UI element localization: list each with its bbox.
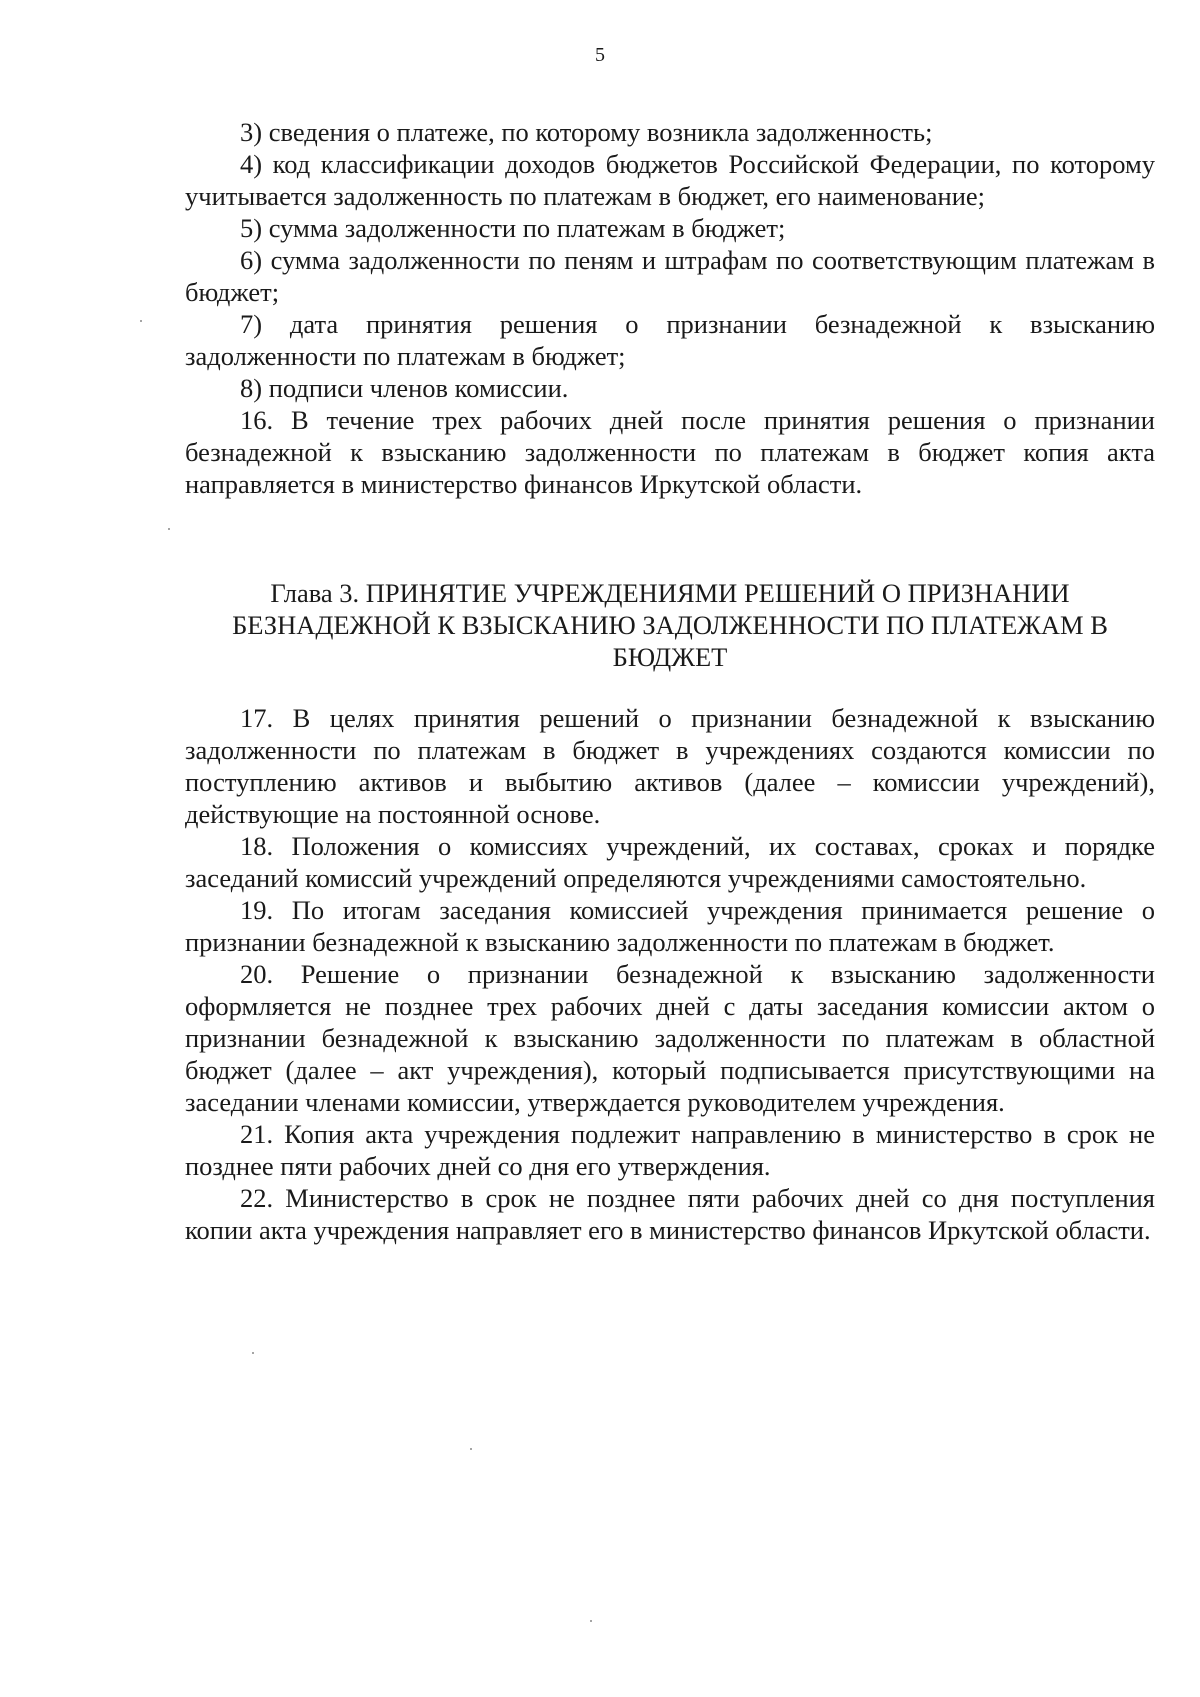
scan-speck bbox=[140, 320, 142, 322]
list-section-top bbox=[185, 116, 1155, 500]
paragraph-item-6: 6) сумма задолженности по пеням и штрафам по соответствующим платежам в бюджет; bbox=[185, 245, 1155, 307]
paragraph-19: 19. По итогам заседания комиссией учреждения принимается решение о признании безнадежной к взысканию задолженности по платежам в бюджет. bbox=[185, 895, 1155, 957]
paragraph-20: 20. Решение о признании безнадежной к взысканию задолженности оформляется не позднее трех рабочих дней с даты заседания комиссии актом о признании безнадежной к взысканию задолженности по платежам в областной бюджет (далее – акт учреждения), который подписывается присутствующими на заседании членами комиссии, утверждается руководителем учреждения. bbox=[185, 959, 1155, 1117]
scan-speck bbox=[168, 528, 170, 530]
chapter-body bbox=[185, 702, 1155, 1246]
paragraph-item-4: 4) код классификации доходов бюджетов Российской Федерации, по которому учитывается задолженность по платежам в бюджет, его наименование; bbox=[185, 149, 1155, 211]
paragraph-item-8: 8) подписи членов комиссии. bbox=[240, 373, 569, 403]
paragraph-17: 17. В целях принятия решений о признании безнадежной к взысканию задолженности по платежам в бюджет в учреждениях создаются комиссии по поступлению активов и выбытию активов (далее – комиссии учреждений), действующие на постоянной основе. bbox=[185, 703, 1155, 829]
chapter-heading-line-2: БЕЗНАДЕЖНОЙ К ВЗЫСКАНИЮ ЗАДОЛЖЕННОСТИ ПО ПЛАТЕЖАМ В bbox=[232, 610, 1108, 640]
chapter-heading-line-1: Глава 3. ПРИНЯТИЕ УЧРЕЖДЕНИЯМИ РЕШЕНИЙ О ПРИЗНАНИИ bbox=[270, 578, 1070, 608]
scan-speck bbox=[590, 1620, 592, 1622]
paragraph-item-3: 3) сведения о платеже, по которому возникла задолженность; bbox=[240, 117, 933, 147]
page-number: 5 bbox=[595, 44, 605, 66]
paragraph-18: 18. Положения о комиссиях учреждений, их составах, сроках и порядке заседаний комиссий учреждений определяются учреждениями самостоятельно. bbox=[185, 831, 1155, 893]
paragraph-16: 16. В течение трех рабочих дней после принятия решения о признании безнадежной к взысканию задолженности по платежам в бюджет копия акта направляется в министерство финансов Иркутской области. bbox=[185, 405, 1155, 499]
paragraph-22: 22. Министерство в срок не позднее пяти рабочих дней со дня поступления копии акта учреждения направляет его в министерство финансов Иркутской области. bbox=[185, 1183, 1155, 1245]
paragraph-item-7: 7) дата принятия решения о признании безнадежной к взысканию задолженности по платежам в бюджет; bbox=[185, 309, 1155, 371]
paragraph-item-5: 5) сумма задолженности по платежам в бюджет; bbox=[240, 213, 786, 243]
chapter-heading bbox=[185, 577, 1155, 673]
scan-speck bbox=[470, 1448, 472, 1450]
paragraph-21: 21. Копия акта учреждения подлежит направлению в министерство в срок не позднее пяти рабочих дней со дня его утверждения. bbox=[185, 1119, 1155, 1181]
scan-speck bbox=[252, 1352, 254, 1354]
chapter-heading-line-3: БЮДЖЕТ bbox=[612, 642, 728, 672]
